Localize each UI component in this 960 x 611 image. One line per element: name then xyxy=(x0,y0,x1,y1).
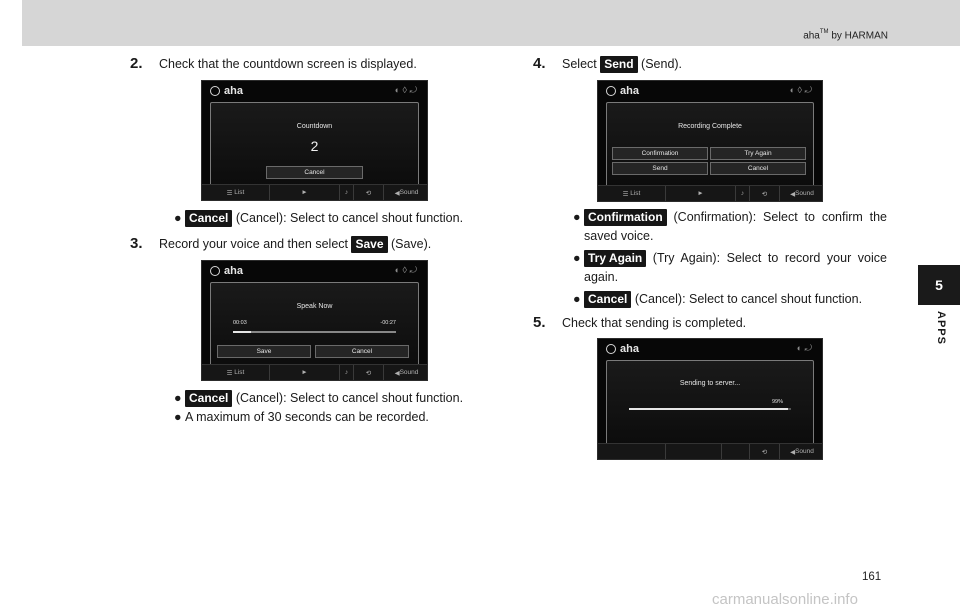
sound-button[interactable]: ◀ Sound xyxy=(790,448,814,456)
speak-now-title: Speak Now xyxy=(296,303,333,310)
elapsed-time: 00:03 xyxy=(233,320,247,326)
watermark: carmanualsonline.info xyxy=(712,591,858,608)
mic-icon[interactable]: ♪ xyxy=(340,365,354,380)
list-button[interactable]: ☰ List xyxy=(202,185,270,200)
sound-button[interactable]: ◀ Sound xyxy=(790,190,814,198)
countdown-screenshot xyxy=(201,80,428,201)
send-button[interactable]: Send xyxy=(612,162,708,175)
step-5: 5. Check that sending is completed. xyxy=(533,314,747,331)
status-icons: ◐ ◊ ⤾ xyxy=(394,85,417,95)
sound-button[interactable]: ◀ Sound xyxy=(394,369,419,377)
speak-now-screenshot xyxy=(201,260,428,381)
running-header: aha™ by HARMAN xyxy=(803,29,888,42)
empty-slot xyxy=(598,444,666,459)
repeat-icon[interactable]: ⟲ xyxy=(750,186,780,201)
bullet-cancel-3: ● Cancel (Cancel): Select to cancel shout function. xyxy=(573,292,863,306)
play-icon[interactable]: ► xyxy=(666,186,736,201)
bullet-try-again: ● Try Again (Try Again): Select to record your voice again. xyxy=(573,251,887,284)
play-icon[interactable]: ► xyxy=(270,185,340,200)
repeat-icon[interactable]: ⟲ xyxy=(750,444,780,459)
sending-percent: 99% xyxy=(771,399,783,405)
status-icons: ◐ ◊ ⤾ xyxy=(789,85,812,95)
screen-bottom-bar xyxy=(202,364,427,380)
back-arrow-icon: ◀ xyxy=(790,448,796,456)
sound-button[interactable]: ◀ Sound xyxy=(394,189,419,197)
recording-fill xyxy=(233,331,251,333)
countdown-number: 2 xyxy=(310,138,319,154)
back-arrow-icon: ◀ xyxy=(394,189,400,197)
sending-panel xyxy=(606,360,814,453)
back-arrow-icon: ◀ xyxy=(394,369,400,377)
repeat-icon[interactable]: ⟲ xyxy=(354,365,384,380)
recording-complete-screenshot xyxy=(597,80,823,202)
bullet-cancel-2: ● Cancel (Cancel): Select to cancel shout function. xyxy=(174,391,464,405)
mic-icon[interactable]: ♪ xyxy=(340,185,354,200)
repeat-icon[interactable]: ⟲ xyxy=(354,185,384,200)
left-column xyxy=(130,55,475,427)
right-column xyxy=(533,55,893,460)
cancel-tag: Cancel xyxy=(584,291,631,308)
recording-track xyxy=(233,331,396,333)
complete-cancel-button[interactable]: Cancel xyxy=(710,162,806,175)
recording-complete-title: Recording Complete xyxy=(678,123,742,130)
status-icons: ◐ ◊ ⤾ xyxy=(394,265,417,275)
countdown-panel xyxy=(210,102,419,195)
list-icon: ☰ xyxy=(622,190,631,198)
recording-complete-panel xyxy=(606,102,814,195)
cancel-tag: Cancel xyxy=(185,210,232,227)
play-icon[interactable]: ► xyxy=(270,365,340,380)
cancel-tag: Cancel xyxy=(185,390,232,407)
speak-save-button[interactable]: Save xyxy=(217,345,311,358)
list-button[interactable]: ☰ List xyxy=(598,186,666,201)
countdown-title: Countdown xyxy=(296,123,333,130)
screen-bottom-bar xyxy=(598,185,822,201)
try-again-tag: Try Again xyxy=(584,250,646,267)
page-number: 161 xyxy=(862,571,882,583)
screen-top-bar xyxy=(202,261,427,281)
list-button[interactable]: ☰ List xyxy=(202,365,270,380)
confirmation-button[interactable]: Confirmation xyxy=(612,147,708,160)
aha-logo: aha xyxy=(210,265,243,277)
list-icon: ☰ xyxy=(226,189,235,197)
list-icon: ☰ xyxy=(226,369,235,377)
bullet-max-length: ● A maximum of 30 seconds can be recorded. xyxy=(174,410,429,424)
speak-now-panel xyxy=(210,282,419,375)
sending-fill xyxy=(629,408,788,410)
screen-top-bar xyxy=(202,81,427,101)
screen-bottom-bar xyxy=(202,184,427,200)
aha-logo: aha xyxy=(606,85,639,97)
bullet-confirmation: ● Confirmation (Confirmation): Select to confirm the saved voice. xyxy=(573,210,887,243)
try-again-button[interactable]: Try Again xyxy=(710,147,806,160)
remaining-time: -00:27 xyxy=(380,320,396,326)
save-tag: Save xyxy=(351,236,387,253)
confirmation-tag: Confirmation xyxy=(584,209,667,226)
bullet-cancel-1: ● Cancel (Cancel): Select to cancel shout function. xyxy=(174,211,464,225)
sending-screenshot xyxy=(597,338,823,460)
step-4: 4. Select Send (Send). xyxy=(533,55,683,72)
chapter-number-tab: 5 xyxy=(918,265,960,305)
screen-bottom-bar xyxy=(598,443,822,459)
step-2: 2. Check that the countdown screen is displayed. xyxy=(130,55,417,72)
send-tag: Send xyxy=(600,56,637,73)
step-3: 3. Record your voice and then select Save (Save). xyxy=(130,235,432,252)
mic-icon[interactable]: ♪ xyxy=(736,186,750,201)
screen-top-bar xyxy=(598,81,822,101)
screen-top-bar xyxy=(598,339,822,359)
countdown-cancel-button[interactable]: Cancel xyxy=(266,166,363,179)
aha-logo: aha xyxy=(210,85,243,97)
aha-logo: aha xyxy=(606,343,639,355)
back-arrow-icon: ◀ xyxy=(790,190,796,198)
empty-slot xyxy=(666,444,722,459)
sending-title: Sending to server... xyxy=(679,380,741,387)
speak-cancel-button[interactable]: Cancel xyxy=(315,345,409,358)
empty-slot xyxy=(722,444,750,459)
status-icons: ◐ ⤾ xyxy=(796,343,812,353)
chapter-label: APPS xyxy=(935,311,947,345)
